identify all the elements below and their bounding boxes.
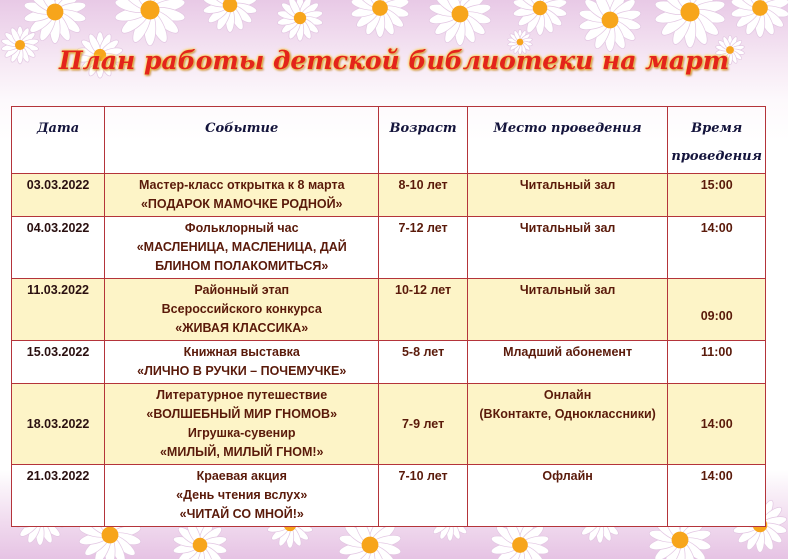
event-line: «МИЛЫЙ, МИЛЫЙ ГНОМ!» bbox=[159, 445, 324, 459]
date-cell: 21.03.2022 bbox=[12, 465, 105, 527]
event-cell bbox=[105, 384, 379, 465]
table-row bbox=[12, 341, 766, 384]
page-title: План работы детской библиотеки на март bbox=[58, 46, 730, 75]
place-cell: Читальный зал bbox=[467, 174, 668, 217]
event-line: «День чтения вслух» bbox=[176, 488, 308, 502]
header-age: Возраст bbox=[379, 107, 467, 174]
daisy-icon bbox=[277, 0, 324, 41]
table-header bbox=[12, 107, 766, 174]
daisy-icon bbox=[428, 0, 492, 46]
header-time: Время проведения bbox=[668, 107, 766, 174]
event-line: «ВОЛШЕБНЫЙ МИР ГНОМОВ» bbox=[146, 407, 338, 421]
place-cell: Офлайн bbox=[467, 465, 668, 527]
age-cell: 7-10 лет bbox=[379, 465, 467, 527]
event-line: «ЧИТАЙ СО МНОЙ!» bbox=[179, 507, 304, 521]
event-line: «ЖИВАЯ КЛАССИКА» bbox=[175, 321, 309, 335]
place-line: (ВКонтакте, Одноклассники) bbox=[479, 407, 656, 421]
event-cell bbox=[105, 174, 379, 217]
place-cell: Читальный зал bbox=[467, 279, 668, 341]
age-cell: 10-12 лет bbox=[379, 279, 467, 341]
daisy-icon bbox=[654, 0, 726, 48]
event-line: Всероссийского конкурса bbox=[161, 302, 322, 316]
date-cell: 03.03.2022 bbox=[12, 174, 105, 217]
header-date: Дата bbox=[12, 107, 105, 174]
time-cell: 14:00 bbox=[668, 465, 766, 527]
age-cell: 7-9 лет bbox=[379, 384, 467, 465]
daisy-icon bbox=[202, 0, 257, 32]
event-line: Краевая акция bbox=[196, 469, 287, 483]
place-line: Онлайн bbox=[543, 388, 592, 402]
place-cell: Младший абонемент bbox=[467, 341, 668, 384]
event-line: Мастер-класс открытка к 8 марта bbox=[138, 178, 345, 192]
date-cell: 04.03.2022 bbox=[12, 217, 105, 279]
time-cell: 15:00 bbox=[668, 174, 766, 217]
event-line: «ЛИЧНО В РУЧКИ – ПОЧЕМУЧКЕ» bbox=[137, 364, 347, 378]
table-row bbox=[12, 217, 766, 279]
daisy-icon bbox=[730, 0, 788, 37]
event-cell bbox=[105, 465, 379, 527]
event-line: БЛИНОМ ПОЛАКОМИТЬСЯ» bbox=[155, 259, 329, 273]
table-row bbox=[12, 279, 766, 341]
date-cell: 11.03.2022 bbox=[12, 279, 105, 341]
event-cell bbox=[105, 217, 379, 279]
table-row bbox=[12, 174, 766, 217]
time-cell: 11:00 bbox=[668, 341, 766, 384]
time-cell: 14:00 bbox=[668, 217, 766, 279]
header-place: Место проведения bbox=[467, 107, 668, 174]
daisy-icon bbox=[350, 0, 409, 37]
date-cell: 15.03.2022 bbox=[12, 341, 105, 384]
daisy-icon bbox=[114, 0, 186, 46]
schedule-table bbox=[11, 106, 766, 527]
table-row bbox=[12, 384, 766, 465]
table-row bbox=[12, 465, 766, 527]
time-cell: 14:00 bbox=[668, 384, 766, 465]
age-cell: 7-12 лет bbox=[379, 217, 467, 279]
event-line: Фольклорный час bbox=[184, 221, 299, 235]
time-cell: 09:00 bbox=[668, 279, 766, 341]
place-cell bbox=[467, 384, 668, 465]
place-cell: Читальный зал bbox=[467, 217, 668, 279]
event-line: «ПОДАРОК МАМОЧКЕ РОДНОЙ» bbox=[140, 197, 343, 211]
event-line: Литературное путешествие bbox=[156, 388, 328, 402]
date-cell: 18.03.2022 bbox=[12, 384, 105, 465]
daisy-icon bbox=[578, 0, 642, 52]
event-cell bbox=[105, 279, 379, 341]
event-line: «МАСЛЕНИЦА, МАСЛЕНИЦА, ДАЙ bbox=[136, 240, 347, 254]
event-cell bbox=[105, 341, 379, 384]
age-cell: 5-8 лет bbox=[379, 341, 467, 384]
event-line: Игрушка-сувенир bbox=[187, 426, 296, 440]
age-cell: 8-10 лет bbox=[379, 174, 467, 217]
event-line: Районный этап bbox=[194, 283, 290, 297]
event-line: Книжная выставка bbox=[183, 345, 300, 359]
header-event: Событие bbox=[105, 107, 379, 174]
